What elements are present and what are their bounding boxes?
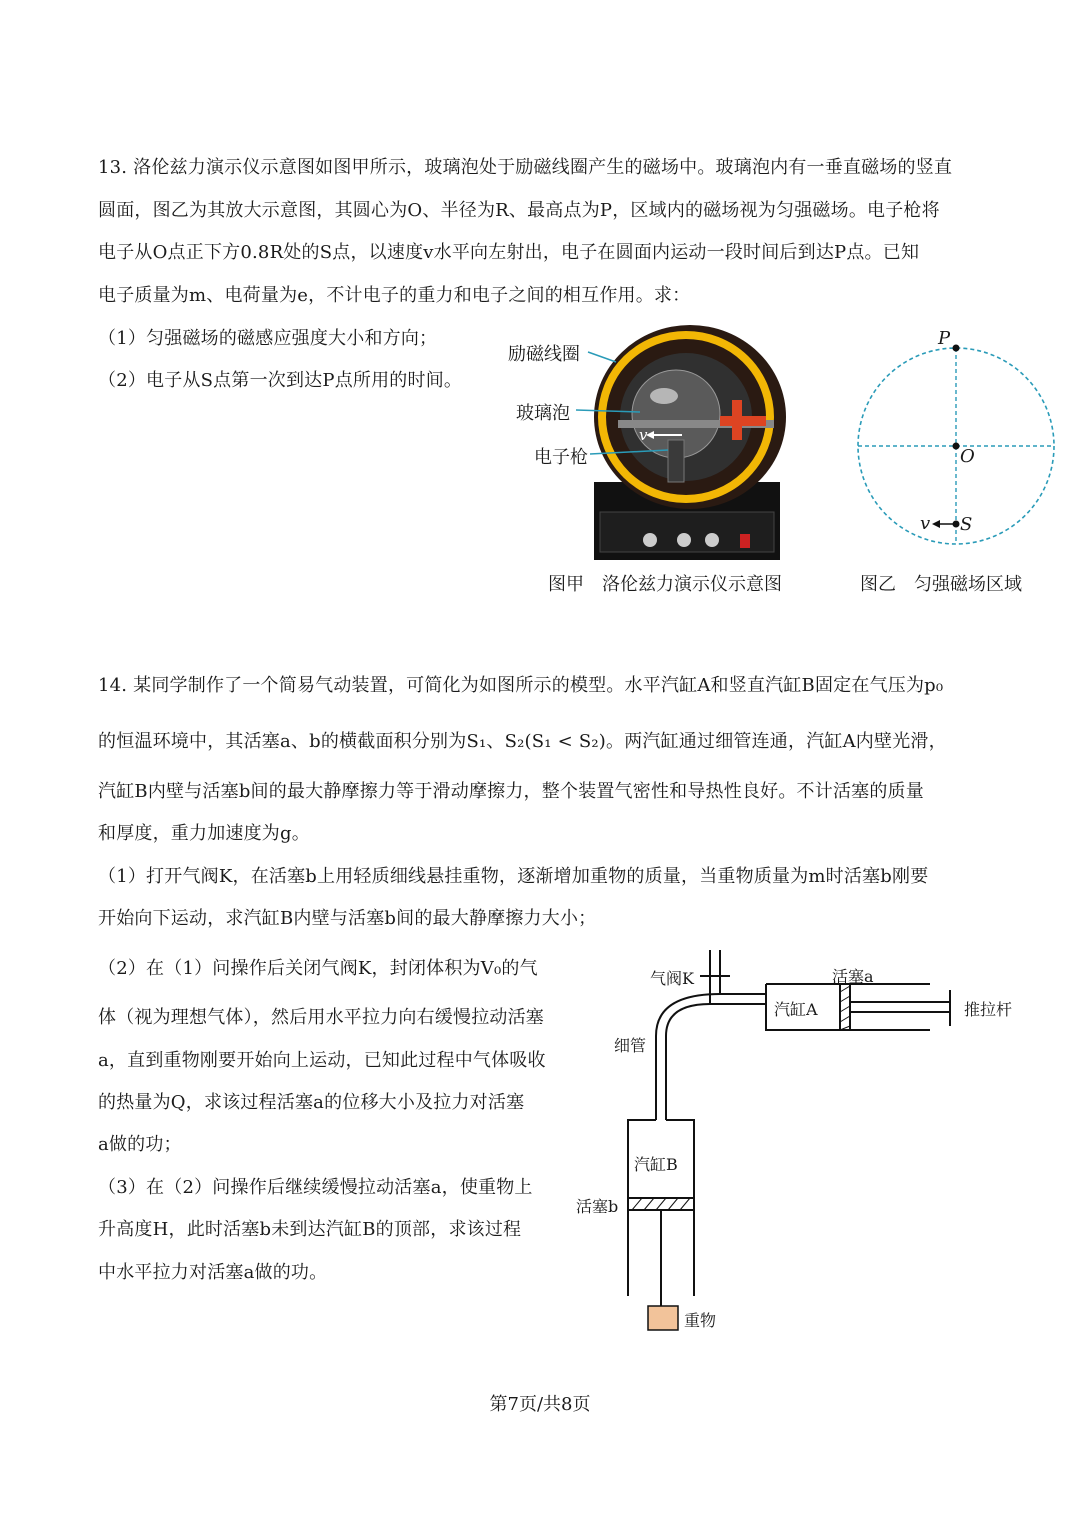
q14-line-3: 汽缸B内壁与活塞b间的最大静摩擦力等于滑动摩擦力，整个装置气密性和导热性良好。不计活塞的质量: [98, 781, 924, 802]
q14-line-4: 和厚度，重力加速度为g。: [98, 823, 310, 844]
label-O: O: [960, 446, 975, 467]
q13-line-2: 圆面，图乙为其放大示意图，其圆心为O、半径为R、最高点为P，区域内的磁场视为匀强磁场。电子枪将: [98, 200, 940, 221]
q14-line-2: 的恒温环境中，其活塞a、b的横截面积分别为S₁、S₂(S₁ < S₂)。两汽缸通过细管连通，汽缸A内壁光滑，: [98, 731, 947, 752]
page-footer: 第7页/共8页: [489, 1394, 591, 1415]
label-gun: 电子枪: [534, 447, 588, 468]
q13-part-1: （1）匀强磁场的磁感应强度大小和方向；: [98, 328, 438, 349]
caption-yi: 图乙 匀强磁场区域: [860, 574, 1022, 595]
q13-line-4: 电子质量为m、电荷量为e，不计电子的重力和电子之间的相互作用。求：: [98, 285, 691, 306]
magnetic-field-circle: [840, 322, 1060, 562]
label-push-rod: 推拉杆: [964, 1000, 1013, 1019]
q14-part-2-line-4: 的热量为Q，求该过程活塞a的位移大小及拉力对活塞: [98, 1092, 525, 1113]
q13-part-2: （2）电子从S点第一次到达P点所用的时间。: [98, 370, 463, 391]
figure-jia: [500, 322, 820, 602]
label-cylinder-b: 汽缸B: [634, 1155, 678, 1174]
q14-part-3-line-3: 中水平拉力对活塞a做的功。: [98, 1262, 328, 1283]
label-valve-k: 气阀K: [650, 969, 694, 988]
q14-part-2-line-5: a做的功；: [98, 1134, 182, 1155]
label-coil: 励磁线圈: [508, 344, 580, 365]
q14-part-1-line-1: （1）打开气阀K，在活塞b上用轻质细线悬挂重物，逐渐增加重物的质量，当重物质量为m时活塞b刚要: [98, 866, 929, 887]
label-v-yi: v: [920, 513, 931, 534]
label-weight: 重物: [684, 1311, 717, 1330]
q14-line-1: 14. 某同学制作了一个简易气动装置，可简化为如图所示的模型。水平汽缸A和竖直汽缸B固定在气压为p₀: [98, 675, 944, 696]
label-bulb: 玻璃泡: [516, 403, 570, 424]
q13-line-1: 13. 洛伦兹力演示仪示意图如图甲所示，玻璃泡处于励磁线圈产生的磁场中。玻璃泡内有一垂直磁场的竖直: [98, 157, 953, 178]
q14-part-2-line-3: a，直到重物刚要开始向上运动，已知此过程中气体吸收: [98, 1050, 546, 1071]
figure-q14: [570, 940, 1040, 1340]
figure-yi: [840, 322, 1060, 602]
q14-part-1-line-2: 开始向下运动，求汽缸B内壁与活塞b间的最大静摩擦力大小；: [98, 908, 597, 929]
label-S: S: [960, 514, 973, 535]
label-cylinder-a: 汽缸A: [774, 1000, 818, 1019]
q14-part-2-line-1: （2）在（1）问操作后关闭气阀K，封闭体积为V₀的气: [98, 958, 538, 979]
label-P: P: [938, 328, 951, 349]
label-piston-a: 活塞a: [832, 967, 874, 986]
q14-part-3-line-2: 升高度H，此时活塞b未到达汽缸B的顶部，求该过程: [98, 1219, 522, 1240]
q14-part-3-line-1: （3）在（2）问操作后继续缓慢拉动活塞a，使重物上: [98, 1177, 533, 1198]
label-tube: 细管: [614, 1036, 647, 1055]
q14-part-2-line-2: 体（视为理想气体），然后用水平拉力向右缓慢拉动活塞: [98, 1007, 544, 1028]
label-v-jia: v: [639, 426, 648, 444]
q13-line-3: 电子从O点正下方0.8R处的S点，以速度v水平向左射出，电子在圆面内运动一段时间后到达P点。已知: [98, 242, 920, 263]
label-piston-b: 活塞b: [576, 1197, 619, 1216]
caption-jia: 图甲 洛伦兹力演示仪示意图: [548, 574, 782, 595]
